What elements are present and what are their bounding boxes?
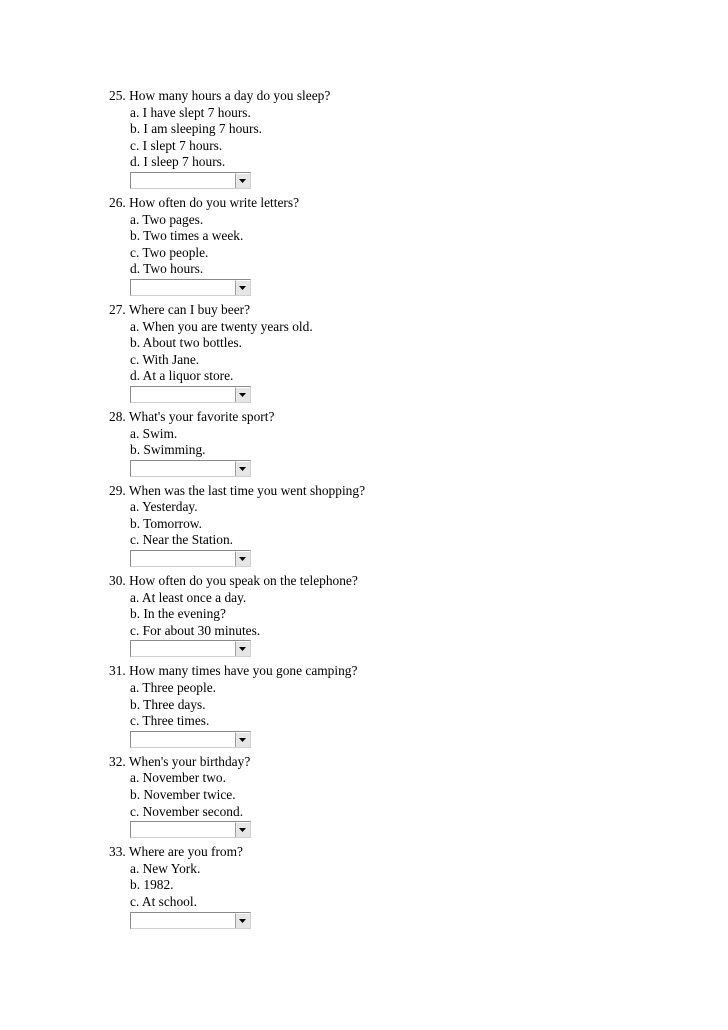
- chevron-down-icon: [239, 919, 246, 923]
- answer-select-25[interactable]: [130, 172, 251, 189]
- dropdown-arrow-button[interactable]: [235, 822, 250, 837]
- option-a: a. I have slept 7 hours.: [130, 104, 251, 120]
- question-line: [109, 844, 669, 861]
- question-31: [109, 663, 669, 750]
- question-line: [109, 483, 669, 500]
- dropdown-arrow-button[interactable]: [235, 387, 250, 402]
- option-c: c. Near the Station.: [130, 532, 233, 548]
- question-number: 33.: [109, 844, 126, 860]
- question-25: [109, 88, 669, 192]
- question-text: What's your favorite sport?: [128, 408, 275, 424]
- chevron-down-icon: [239, 393, 246, 397]
- option-a: a. Yesterday.: [130, 499, 198, 515]
- answer-select-28[interactable]: [130, 460, 251, 477]
- question-number: 26.: [109, 194, 126, 210]
- question-number: 32.: [109, 753, 126, 769]
- option-c: c. Three times.: [130, 713, 210, 729]
- option-d: d. Two hours.: [130, 261, 204, 277]
- question-text: How many hours a day do you sleep?: [129, 88, 331, 103]
- question-line: [109, 409, 669, 426]
- answer-select-33[interactable]: [130, 912, 251, 929]
- option-b: b. I am sleeping 7 hours.: [130, 121, 263, 137]
- option-a: a. Swim.: [130, 425, 178, 441]
- chevron-down-icon: [239, 557, 246, 561]
- question-26: [109, 195, 669, 299]
- option-b: b. 1982.: [130, 877, 174, 893]
- chevron-down-icon: [239, 738, 246, 742]
- question-line: [109, 663, 669, 680]
- question-text: How many times have you gone camping?: [129, 663, 358, 679]
- option-c: c. Two people.: [130, 244, 209, 260]
- question-28: [109, 409, 669, 480]
- answer-select-31[interactable]: [130, 731, 251, 748]
- dropdown-arrow-button[interactable]: [235, 732, 250, 747]
- question-29: [109, 483, 669, 570]
- answer-select-29[interactable]: [130, 550, 251, 567]
- question-number: 28.: [109, 408, 126, 424]
- question-line: [109, 573, 669, 590]
- option-a: a. Two pages.: [130, 211, 204, 227]
- question-text: How often do you write letters?: [129, 194, 300, 210]
- question-30: [109, 573, 669, 660]
- option-a: a. At least once a day.: [130, 589, 247, 605]
- option-c: c. With Jane.: [130, 351, 200, 367]
- answer-select-30[interactable]: [130, 640, 251, 657]
- dropdown-arrow-button[interactable]: [235, 641, 250, 656]
- option-c: c. November second.: [130, 803, 244, 819]
- option-d: d. At a liquor store.: [130, 368, 234, 384]
- question-number: 30.: [109, 573, 126, 589]
- chevron-down-icon: [239, 828, 246, 832]
- chevron-down-icon: [239, 179, 246, 183]
- chevron-down-icon: [239, 286, 246, 290]
- option-a: a. New York.: [130, 860, 201, 876]
- dropdown-arrow-button[interactable]: [235, 461, 250, 476]
- option-d: d. I sleep 7 hours.: [130, 154, 226, 170]
- option-b: b. About two bottles.: [130, 335, 242, 351]
- option-a: a. Three people.: [130, 680, 217, 696]
- dropdown-arrow-button[interactable]: [235, 551, 250, 566]
- question-text: How often do you speak on the telephone?: [129, 573, 358, 589]
- question-number: 25.: [109, 88, 126, 103]
- dropdown-arrow-button[interactable]: [235, 280, 250, 295]
- option-c: c. I slept 7 hours.: [130, 137, 223, 153]
- question-line: [109, 302, 669, 319]
- chevron-down-icon: [239, 467, 246, 471]
- question-number: 29.: [109, 482, 126, 498]
- question-line: [109, 88, 669, 105]
- option-c: c. At school.: [130, 893, 197, 909]
- option-b: b. Tomorrow.: [130, 515, 202, 531]
- answer-select-32[interactable]: [130, 821, 251, 838]
- question-line: [109, 195, 669, 212]
- question-text: When's your birthday?: [128, 753, 251, 769]
- question-line: [109, 754, 669, 771]
- option-b: b. November twice.: [130, 787, 236, 802]
- question-text: Where can I buy beer?: [128, 301, 251, 317]
- option-b: b. In the evening?: [130, 606, 226, 622]
- option-c: c. For about 30 minutes.: [130, 622, 261, 638]
- option-a: a. November two.: [130, 770, 226, 786]
- question-32: [109, 754, 669, 841]
- question-number: 31.: [109, 663, 126, 679]
- question-27: [109, 302, 669, 406]
- answer-select-27[interactable]: [130, 386, 251, 403]
- option-b: b. Swimming.: [130, 442, 206, 458]
- question-text: Where are you from?: [128, 844, 243, 860]
- dropdown-arrow-button[interactable]: [235, 913, 250, 928]
- question-33: [109, 844, 669, 931]
- option-b: b. Two times a week.: [130, 228, 244, 244]
- option-a: a. When you are twenty years old.: [130, 318, 313, 334]
- answer-select-26[interactable]: [130, 279, 251, 296]
- dropdown-arrow-button[interactable]: [235, 173, 250, 188]
- question-text: When was the last time you went shopping?: [128, 482, 366, 498]
- chevron-down-icon: [239, 647, 246, 651]
- option-b: b. Three days.: [130, 696, 206, 712]
- quiz-page: [109, 88, 669, 935]
- question-number: 27.: [109, 301, 126, 317]
